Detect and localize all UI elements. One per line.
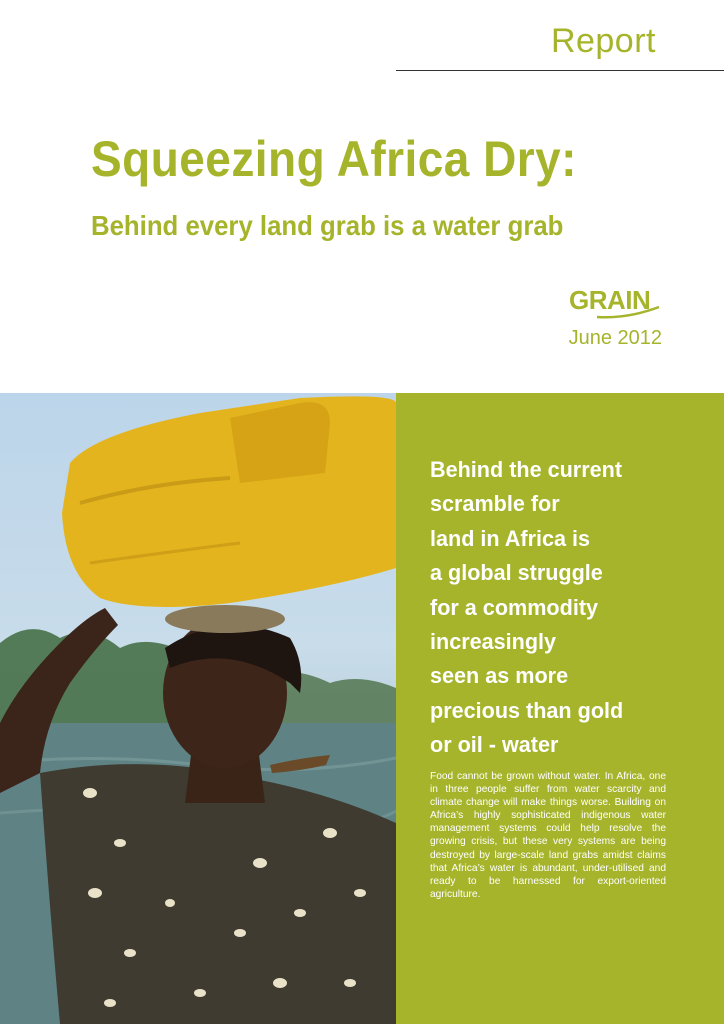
- headline-line: seen as more: [430, 663, 569, 689]
- header-rule: [396, 70, 724, 71]
- page-title: Squeezing Africa Dry:: [91, 131, 577, 187]
- headline-line: or oil - water: [430, 732, 559, 758]
- summary-panel: [396, 393, 724, 1024]
- headline-line: increasingly: [430, 629, 557, 655]
- headline-line: a global struggle: [430, 560, 603, 586]
- headline-line: Behind the current: [430, 457, 623, 482]
- report-label: Report: [550, 22, 656, 60]
- logo-text: GRAIN: [569, 285, 651, 315]
- panel-headline: [430, 453, 708, 763]
- headline-line: scramble for: [430, 491, 560, 517]
- page-subtitle: Behind every land grab is a water grab: [91, 210, 564, 241]
- panel-body-text: Food cannot be grown without water. In Africa, one in three people suffer from water scarcity and climate change will make things worse. Building on Africa’s highly sophisticated indigenous water management systems could help resolve the growing crisis, but these very systems are being destroyed by large-scale land grabs amidst claims that Africa’s water is abundant, under-utilised and ready to be harnessed for export-oriented agriculture.: [430, 771, 666, 900]
- report-date: June 2012: [568, 327, 662, 349]
- grain-logo: [567, 283, 667, 323]
- cover-photo: [0, 393, 396, 1024]
- headline-line: land in Africa is: [430, 525, 591, 551]
- headline-line: precious than gold: [430, 697, 624, 723]
- headline-line: for a commodity: [430, 594, 599, 620]
